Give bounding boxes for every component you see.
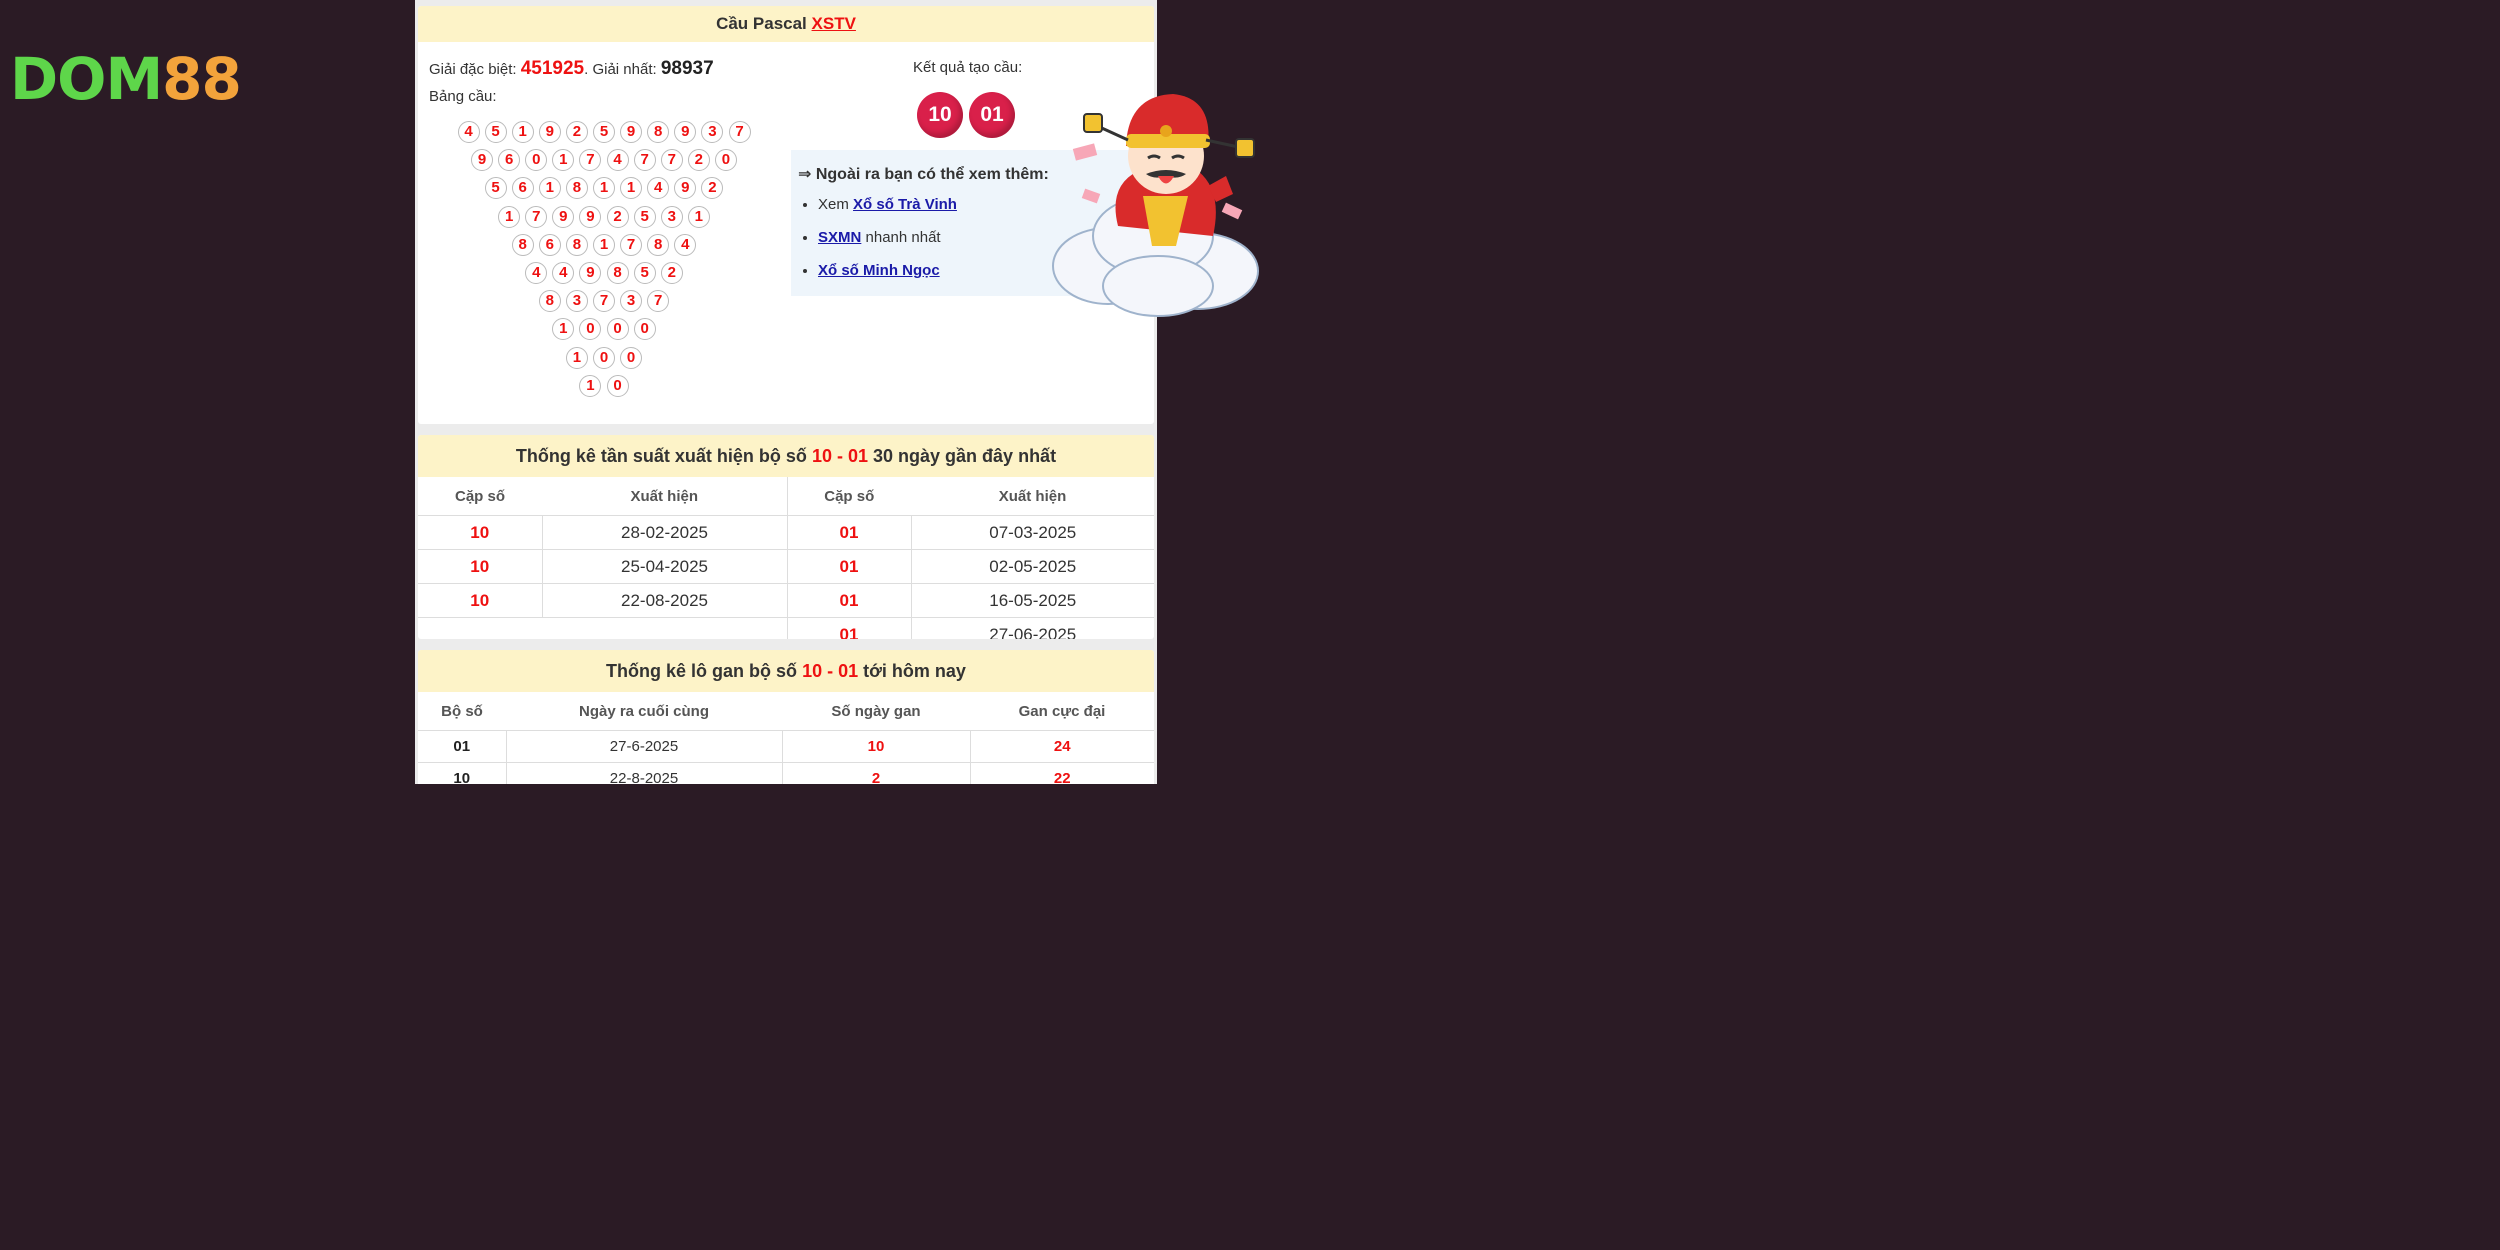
col-header: Xuất hiện — [630, 487, 698, 505]
pascal-digit: 9 — [674, 177, 696, 199]
pascal-digit: 5 — [634, 262, 656, 284]
pascal-digit: 1 — [512, 121, 534, 143]
pascal-digit: 9 — [471, 149, 493, 171]
table-row: 10 25-04-2025 01 02-05-2025 — [418, 550, 1154, 584]
frequency-title: Thống kê tần suất xuất hiện bộ số 10 - 01 30 ngày gần đây nhất — [418, 435, 1154, 477]
pascal-digit: 3 — [661, 206, 683, 228]
col-header: Số ngày gan — [831, 702, 921, 720]
pascal-digit: 0 — [593, 347, 615, 369]
prize-line: Giải đặc biệt: 451925. Giải nhất: 98937 — [429, 58, 714, 79]
pascal-digit: 8 — [607, 262, 629, 284]
pascal-digit: 8 — [647, 121, 669, 143]
pascal-digit: 6 — [512, 177, 534, 199]
pascal-digit: 8 — [512, 234, 534, 256]
pascal-digit: 2 — [701, 177, 723, 199]
frequency-card — [418, 435, 1154, 639]
dom88-logo[interactable]: DOM88 — [10, 45, 241, 113]
pascal-digit: 9 — [674, 121, 696, 143]
pascal-digit: 9 — [620, 121, 642, 143]
list-item — [818, 250, 957, 283]
pascal-digit: 3 — [566, 290, 588, 312]
result-ball-2: 01 — [969, 92, 1015, 138]
pascal-digit: 2 — [688, 149, 710, 171]
table-row: 10 22-08-2025 01 16-05-2025 — [418, 584, 1154, 618]
gan-table — [418, 692, 1154, 784]
pascal-digit: 1 — [552, 149, 574, 171]
god-of-wealth-mascot-icon — [1048, 76, 1268, 321]
pascal-digit: 0 — [579, 318, 601, 340]
col-header: Ngày ra cuối cùng — [578, 702, 710, 720]
list-item: • SXMN nhanh nhất — [818, 217, 957, 250]
pascal-digit: 0 — [634, 318, 656, 340]
pascal-card — [418, 6, 1154, 424]
pascal-digit: 4 — [525, 262, 547, 284]
pascal-digit: 2 — [661, 262, 683, 284]
pascal-digit: 1 — [620, 177, 642, 199]
pascal-digit: 9 — [579, 262, 601, 284]
result-ball-1: 10 — [917, 92, 963, 138]
xstv-link[interactable]: XSTV — [811, 14, 856, 33]
pascal-digit: 7 — [647, 290, 669, 312]
bang-cau-label: Bảng cầu: — [429, 88, 497, 105]
pascal-digit: 1 — [688, 206, 710, 228]
pascal-digit: 9 — [552, 206, 574, 228]
table-row: 01 27-06-2025 — [418, 618, 1154, 640]
col-header: Cặp số — [787, 477, 911, 516]
pascal-digit: 1 — [593, 234, 615, 256]
pascal-triangle — [418, 6, 798, 424]
pascal-digit: 2 — [607, 206, 629, 228]
pascal-title: Cầu Pascal XSTV — [418, 6, 1154, 42]
link-xo-so-tra-vinh[interactable]: Xổ số Trà Vinh — [853, 196, 957, 213]
pascal-digit: 1 — [566, 347, 588, 369]
pascal-digit: 9 — [539, 121, 561, 143]
pascal-digit: 0 — [607, 375, 629, 397]
pascal-digit: 9 — [579, 206, 601, 228]
pascal-digit: 1 — [593, 177, 615, 199]
pascal-digit: 3 — [620, 290, 642, 312]
pascal-digit: 4 — [552, 262, 574, 284]
pascal-digit: 0 — [525, 149, 547, 171]
pascal-digit: 1 — [552, 318, 574, 340]
pascal-digit: 1 — [539, 177, 561, 199]
col-header: Gan cực đại — [1018, 702, 1106, 720]
pascal-digit: 8 — [566, 234, 588, 256]
list-item: • Xem Xổ số Trà Vinh — [818, 184, 957, 217]
pascal-digit: 3 — [701, 121, 723, 143]
frequency-table — [418, 477, 1154, 639]
pascal-digit: 0 — [607, 318, 629, 340]
pascal-digit: 7 — [525, 206, 547, 228]
pascal-digit: 0 — [620, 347, 642, 369]
pascal-digit: 5 — [485, 177, 507, 199]
pascal-digit: 1 — [579, 375, 601, 397]
pascal-digit: 6 — [498, 149, 520, 171]
pascal-digit: 4 — [458, 121, 480, 143]
pascal-digit: 5 — [634, 206, 656, 228]
pascal-digit: 2 — [566, 121, 588, 143]
link-sxmn[interactable]: SXMN — [818, 229, 862, 246]
pascal-digit: 8 — [647, 234, 669, 256]
table-row: 10 28-02-2025 01 07-03-2025 — [418, 516, 1154, 550]
pascal-digit: 5 — [593, 121, 615, 143]
pascal-digit: 4 — [674, 234, 696, 256]
col-header: Xuất hiện — [998, 487, 1067, 505]
special-prize-value: 451925 — [520, 58, 585, 79]
pascal-digit: 7 — [593, 290, 615, 312]
result-label: Kết quả tạo cầu: — [913, 59, 1023, 76]
pascal-digit: 6 — [539, 234, 561, 256]
pascal-digit: 7 — [620, 234, 642, 256]
first-prize-value: 98937 — [660, 58, 714, 79]
see-more-title: ⇒ Ngoài ra bạn có thể xem thêm: — [798, 166, 1049, 183]
table-row: 10 22-8-2025 2 22 — [418, 763, 1154, 785]
pascal-digit: 8 — [566, 177, 588, 199]
col-header: Bộ số — [441, 702, 483, 720]
link-xo-so-minh-ngoc[interactable]: Xổ số Minh Ngọc — [818, 262, 940, 279]
pascal-digit: 7 — [579, 149, 601, 171]
pascal-digit: 7 — [729, 121, 751, 143]
see-more-list — [798, 184, 957, 283]
pascal-digit: 0 — [715, 149, 737, 171]
main-content — [415, 0, 1157, 784]
pascal-digit: 4 — [607, 149, 629, 171]
pascal-digit: 7 — [634, 149, 656, 171]
pascal-digit: 4 — [647, 177, 669, 199]
pascal-digit: 7 — [661, 149, 683, 171]
pascal-digit: 1 — [498, 206, 520, 228]
table-row: 01 27-6-2025 10 24 — [418, 731, 1154, 763]
pascal-digit: 8 — [539, 290, 561, 312]
gan-title: Thống kê lô gan bộ số 10 - 01 tới hôm nay — [418, 650, 1154, 692]
gan-card — [418, 650, 1154, 784]
pascal-digit: 5 — [485, 121, 507, 143]
col-header: Cặp số — [454, 487, 505, 505]
